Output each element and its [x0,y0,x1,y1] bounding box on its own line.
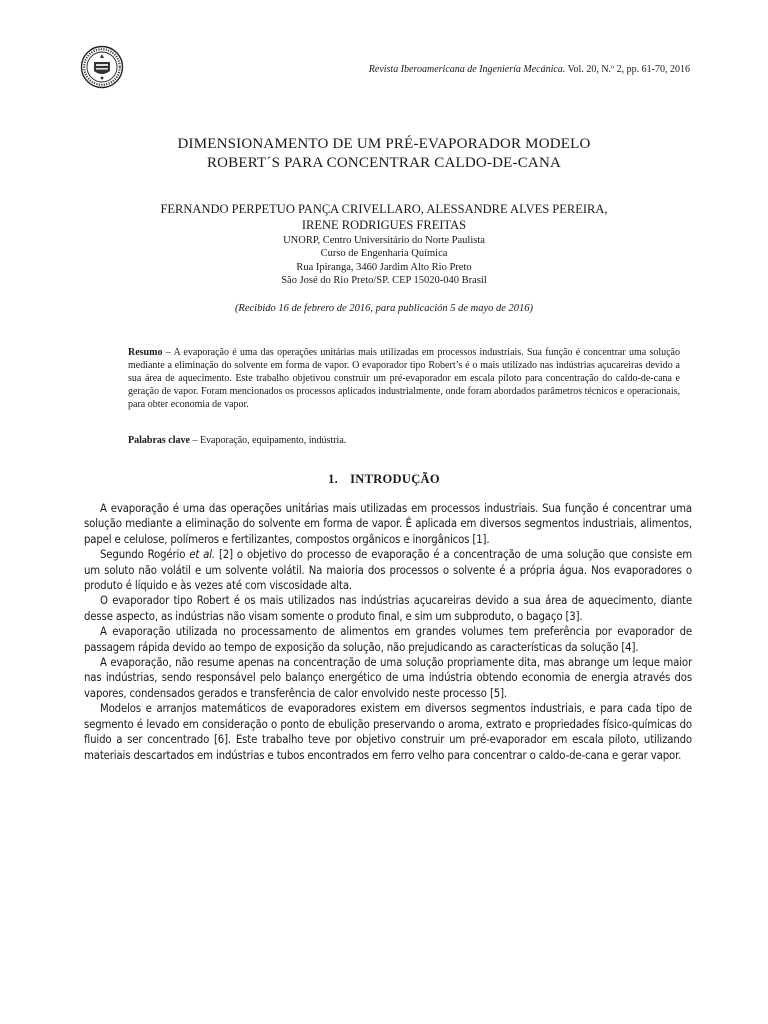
section-heading [0,472,768,487]
abstract [128,347,680,412]
section-number: 1. [328,472,339,486]
title-line-2: ROBERT´S PARA CONCENTRAR CALDO-DE-CANA [206,155,562,171]
paper-title [0,135,768,173]
keywords [128,435,680,446]
section-title: INTRODUÇÃO [350,472,440,486]
paragraph [84,547,692,593]
abstract-label: Resumo [128,347,163,358]
affiliation-line: Curso de Engenharia Química [320,248,448,260]
authors-line-2: IRENE RODRIGUES FREITAS [301,218,467,232]
running-head [369,64,690,75]
paragraph: A evaporação, não resume apenas na concentração de uma solução propriamente dita, mas abrange um leque maior nas indústrias, sendo responsável pelo balanço energético de uma indústria obtendo economia de energia através dos vapores, condensados gerados e transferência de calor envolvido neste processo [5]. [84,656,692,700]
affiliation-line: UNORP, Centro Universitário do Norte Paulista [283,235,485,246]
authors [0,201,768,233]
journal-volume: Vol. 20, N.º 2, pp. 61-70, 2016 [567,64,690,75]
body-text [84,501,692,763]
paragraph-text: [2] o objetivo do processo de evaporação é a concentração de uma solução que consiste em um soluto não volátil e um solvente volátil. Na maioria dos processos o solvente é a própria água. Nos evaporadores o produto é líquido e às vezes até com viscosidade alta. [84,548,692,593]
affiliation-line: São José do Rio Preto/SP. CEP 15020-040 Brasil [281,275,487,287]
paragraph: A evaporação utilizada no processamento de alimentos em grandes volumes tem preferência por evaporador de passagem rápida devido ao tempo de exposição da solução, não prejudicando as características da solução [4]. [84,625,692,654]
keywords-text: – Evaporação, equipamento, indústria. [189,435,347,446]
paragraph: Modelos e arranjos matemáticos de evaporadores existem em diversos segmentos industriais, e para cada tipo de segmento é levado em consideração o ponto de ebulição preservando o aroma, extrato e propriedades físico-químicas do fluido a ser concentrado [6]. Este trabalho teve por objetivo construir um pré-evaporador em escala piloto, utilizando materiais descartados em indústrias e tubos encontrados em ferro velho para concentrar o caldo-de-cana e gerar vapor. [84,702,692,762]
affiliation [0,234,768,288]
paragraph: O evaporador tipo Robert é os mais utilizados nas indústrias açucareiras devido a sua área de aquecimento, diante desse aspecto, as indústrias não visam somente o produto final, e sim um subproduto, o bagaço [3]. [84,594,692,623]
et-al: et al. [189,548,216,562]
abstract-text: – A evaporação é uma das operações unitárias mais utilizadas em processos industriais. Sua função é concentrar uma solução mediante a eliminação do solvente em forma de vapor. O evaporador tipo Robert’s é o mais utilizado nas indústrias açucareiras devido a sua área de aquecimento. Este trabalho objetivou construir um pré-evaporador em escala piloto para concentração do caldo-de-cana e geração de vapor. Foram mencionados os processos aplicados industrialmente, onde foram abordados parâmetros técnicos e operacionais, para obter economia de vapor. [128,347,680,410]
journal-name: Revista Iberoamericana de Ingeniería Mecánica. [368,64,566,75]
affiliation-line: Rua Ipiranga, 3460 Jardim Alto Rio Preto [296,261,472,273]
paragraph-text: Segundo Rogério [100,548,190,562]
authors-line-1: FERNANDO PERPETUO PANÇA CRIVELLARO, ALESSANDRE ALVES PEREIRA, [160,202,608,216]
keywords-label: Palabras clave [128,435,190,446]
paragraph: A evaporação é uma das operações unitárias mais utilizadas em processos industriais. Sua função é concentrar uma solução mediante a eliminação do solvente em forma de vapor. É aplicada em diversos segmentos industriais, alimentos, papel e celulose, polímeros e fertilizantes, compostos orgânicos e inorgânicos [1]. [84,502,692,546]
received-date: (Recibido 16 de febrero de 2016, para publicación 5 de mayo de 2016) [234,303,534,314]
university-seal-icon [80,45,124,89]
title-line-1: DIMENSIONAMENTO DE UM PRÉ-EVAPORADOR MODELO [177,136,591,152]
